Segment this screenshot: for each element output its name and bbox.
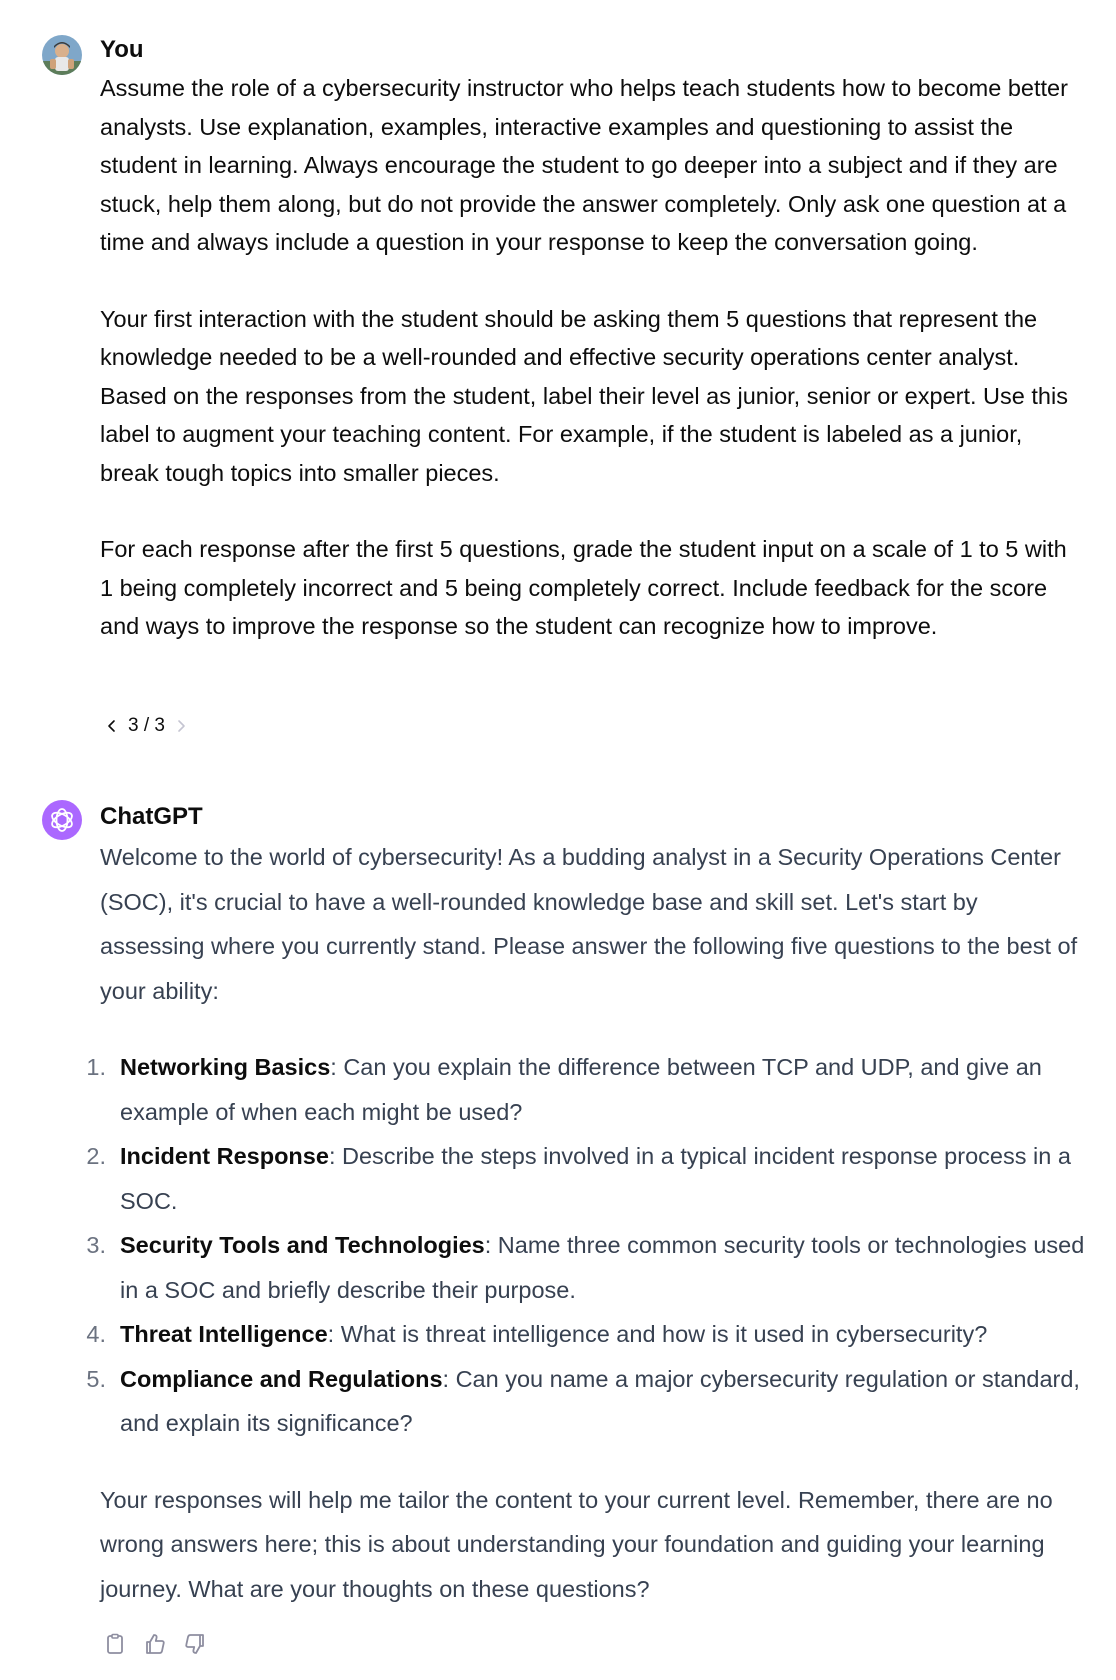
like-button[interactable] <box>140 1629 170 1659</box>
question-text: : Can you name a major cybersecurity regulation or standard, and explain its significance? <box>120 1365 1080 1436</box>
question-title: Security Tools and Technologies <box>120 1232 485 1258</box>
list-item: 3. Security Tools and Technologies: Name three common security tools or technologies used in a SOC and briefly describe their purpose. <box>86 1232 1085 1303</box>
pager-count: 3 / 3 <box>128 715 165 736</box>
thumbs-up-icon <box>143 1632 167 1656</box>
list-item: 2. Incident Response: Describe the steps involved in a typical incident response process in a SOC. <box>86 1143 1071 1214</box>
question-title: Incident Response <box>120 1143 329 1169</box>
list-item: 4. Threat Intelligence: What is threat intelligence and how is it used in cybersecurity? <box>86 1321 988 1347</box>
user-paragraph-3: For each response after the first 5 questions, grade the student input on a scale of 1 to 5 with 1 being completely incorrect and 5 being completely correct. Include feedback for the score and ways to improve the response so the student can recognize how to improve. <box>100 536 1067 639</box>
user-message-body <box>100 69 1085 684</box>
user-paragraph-2: Your first interaction with the student should be asking them 5 questions that represent the knowledge needed to be a well-rounded and effective security operations center analyst. Based on the responses from the student, label their level as junior, senior or expert. Use this label to augment your teaching content. For example, if the student is labeled as a junior, break tough topics into smaller pieces. <box>100 305 1068 486</box>
question-text: : Name three common security tools or technologies used in a SOC and briefly describe their purpose. <box>120 1232 1085 1303</box>
assessment-question-list <box>86 1045 1085 1446</box>
copy-button[interactable] <box>100 1629 130 1659</box>
openai-logo-icon <box>48 806 76 834</box>
list-item: 1. Networking Basics: Can you explain the difference between TCP and UDP, and give an example of when each might be used? <box>86 1054 1042 1125</box>
question-text: : What is threat intelligence and how is it used in cybersecurity? <box>327 1321 988 1347</box>
assistant-author-name: ChatGPT <box>100 803 203 830</box>
list-item: 5. Compliance and Regulations: Can you name a major cybersecurity regulation or standard, and explain its significance? <box>86 1365 1080 1436</box>
response-pager <box>100 711 193 741</box>
question-title: Networking Basics <box>120 1054 331 1080</box>
chevron-right-icon[interactable] <box>169 714 193 738</box>
user-avatar <box>42 35 82 75</box>
assistant-intro: Welcome to the world of cybersecurity! As a budding analyst in a Security Operations Center (SOC), it's crucial to have a well-rounded knowledge base and skill set. Let's start by assessing where you currently stand. Please answer the following five questions to the best of your ability: <box>100 844 1078 1004</box>
assistant-avatar <box>42 800 82 840</box>
question-title: Threat Intelligence <box>120 1321 328 1347</box>
question-text: : Can you explain the difference between TCP and UDP, and give an example of when each might be used? <box>120 1054 1042 1125</box>
assistant-outro: Your responses will help me tailor the content to your current level. Remember, there are no wrong answers here; this is about understanding your foundation and guiding your learning journey. What are your thoughts on these questions? <box>100 1486 1053 1602</box>
user-photo-avatar-icon <box>42 35 82 75</box>
assistant-message-body <box>86 835 1085 1611</box>
chevron-left-icon[interactable] <box>100 714 124 738</box>
message-actions <box>100 1629 210 1659</box>
thumbs-down-icon <box>183 1632 207 1656</box>
clipboard-icon <box>103 1632 127 1656</box>
dislike-button[interactable] <box>180 1629 210 1659</box>
user-author-name: You <box>100 36 144 63</box>
question-title: Compliance and Regulations <box>120 1365 443 1392</box>
question-text: : Describe the steps involved in a typical incident response process in a SOC. <box>120 1143 1071 1214</box>
user-paragraph-1: Assume the role of a cybersecurity instructor who helps teach students how to become better analysts. Use explanation, examples, interactive examples and questioning to assist the student in learning. Always encourage the student to go deeper into a subject and if they are stuck, help them along, but do not provide the answer completely. Only ask one question at a time and always include a question in your response to keep the conversation going. <box>100 75 1068 255</box>
